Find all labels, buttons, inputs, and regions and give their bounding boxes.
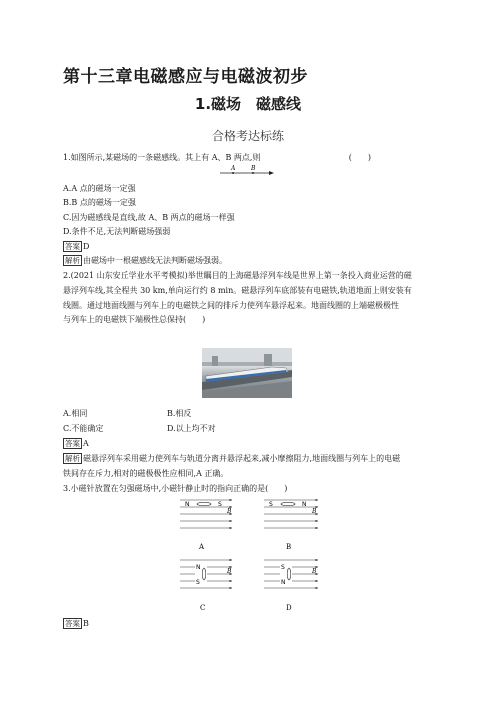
panel-a-field-label: B (227, 508, 232, 515)
analysis-text: 磁悬浮列车采用磁力使列车与轨道分离并悬浮起来,减小摩擦阻力,地面线圈与列车上的电磁 (83, 454, 401, 463)
panel-c-pole-1: N (196, 564, 201, 571)
q2-line-4: 与列车上的电磁铁下端极性总保持( ) (63, 315, 206, 324)
panel-a (180, 500, 232, 551)
panel-a-caption: A (199, 543, 205, 551)
panel-c-caption: C (200, 604, 206, 612)
panel-c-pole-2: S (196, 579, 200, 586)
section-subtitle: 合格考达标练 (211, 129, 284, 143)
q2-option-a: A.相同 (63, 409, 88, 418)
panel-d (264, 560, 318, 612)
q2-analysis-line-2: 铁间存在斥力,相对的磁极极性应相同,A 正确。 (63, 469, 229, 478)
point-a-label: A (231, 165, 236, 172)
answer-tag: 答案 (65, 242, 80, 251)
panel-c-field-label: B (227, 568, 232, 575)
section-title: 1.磁场 磁感线 (194, 95, 302, 113)
q1-option-b: B.B 点的磁场一定强 (63, 198, 136, 207)
q1-answer (63, 240, 89, 253)
question-1-text: 1.如图所示,某磁场的一条磁感线。其上有 A、B 两点,则 (63, 153, 261, 162)
analysis-tag: 解析 (65, 256, 80, 265)
point-a-dot (232, 172, 234, 174)
q2-option-d: D.以上均不对 (167, 424, 216, 433)
analysis-text: 由磁场中一根磁感线无法判断磁场强弱。 (83, 256, 227, 265)
field-line-figure (218, 163, 276, 181)
chapter-title: 第十三章电磁感应与电磁波初步 (63, 67, 308, 87)
q2-line-1: 2.(2021 山东安丘学业水平考模拟)举世瞩目的上海磁悬浮列车线是世界上第一条投入商业运营的磁 (63, 271, 412, 280)
panel-b-pole-1: S (269, 501, 273, 508)
q2-option-c: C.不能确定 (63, 424, 104, 433)
panel-c (180, 560, 232, 612)
panel-a-needle (197, 502, 211, 505)
field-line-arrow (269, 171, 274, 175)
panel-d-pole-2: N (281, 579, 286, 586)
question-1-paren: ( ) (348, 153, 371, 162)
q3-stem: 3.小磁针放置在匀强磁场中,小磁针静止时的指向正确的是( ) (63, 484, 288, 493)
q2-line-3: 线圈。通过地面线圈与列车上的电磁铁之间的排斥力使列车悬浮起来。地面线圈的上端磁极极性 (63, 301, 399, 310)
panel-d-caption: D (286, 604, 292, 612)
compass-figures (176, 494, 326, 616)
panel-b (264, 500, 318, 551)
answer-value: D (83, 242, 90, 251)
answer-value: A (83, 439, 89, 448)
panel-a-pole-2: S (218, 501, 222, 508)
q3-answer (63, 617, 89, 630)
maglev-train-illustration (202, 348, 292, 398)
panel-b-field-label: B (312, 508, 317, 515)
answer-tag: 答案 (65, 439, 80, 448)
q1-option-a: A.A 点的磁场一定强 (63, 184, 136, 193)
q1-option-d: D.条件不足,无法判断磁场强弱 (63, 227, 171, 236)
q2-analysis-line-1 (63, 452, 400, 465)
point-b-dot (252, 172, 254, 174)
answer-tag: 答案 (65, 619, 80, 628)
maglev-train-photo (202, 348, 292, 398)
panel-b-caption: B (286, 543, 292, 551)
point-b-label: B (251, 165, 256, 172)
panel-d-needle (287, 568, 290, 580)
panel-c-needle (202, 568, 205, 580)
panel-b-pole-2: N (302, 501, 307, 508)
analysis-tag: 解析 (65, 454, 80, 463)
panel-d-pole-1: S (281, 564, 285, 571)
q2-line-2: 悬浮列车线,其全程共 30 km,单向运行约 8 min。磁悬浮列车底部装有电磁铁,轨道地面上则安装有 (63, 286, 412, 295)
answer-value: B (83, 619, 89, 628)
q1-analysis (63, 254, 227, 267)
q2-option-b: B.相反 (167, 409, 192, 418)
q1-option-c: C.因为磁感线是直线,故 A、B 两点的磁场一样强 (63, 213, 235, 222)
panel-d-field-label: B (312, 568, 317, 575)
q2-answer (63, 437, 89, 450)
panel-a-pole-1: N (185, 501, 190, 508)
panel-b-needle (281, 502, 295, 505)
